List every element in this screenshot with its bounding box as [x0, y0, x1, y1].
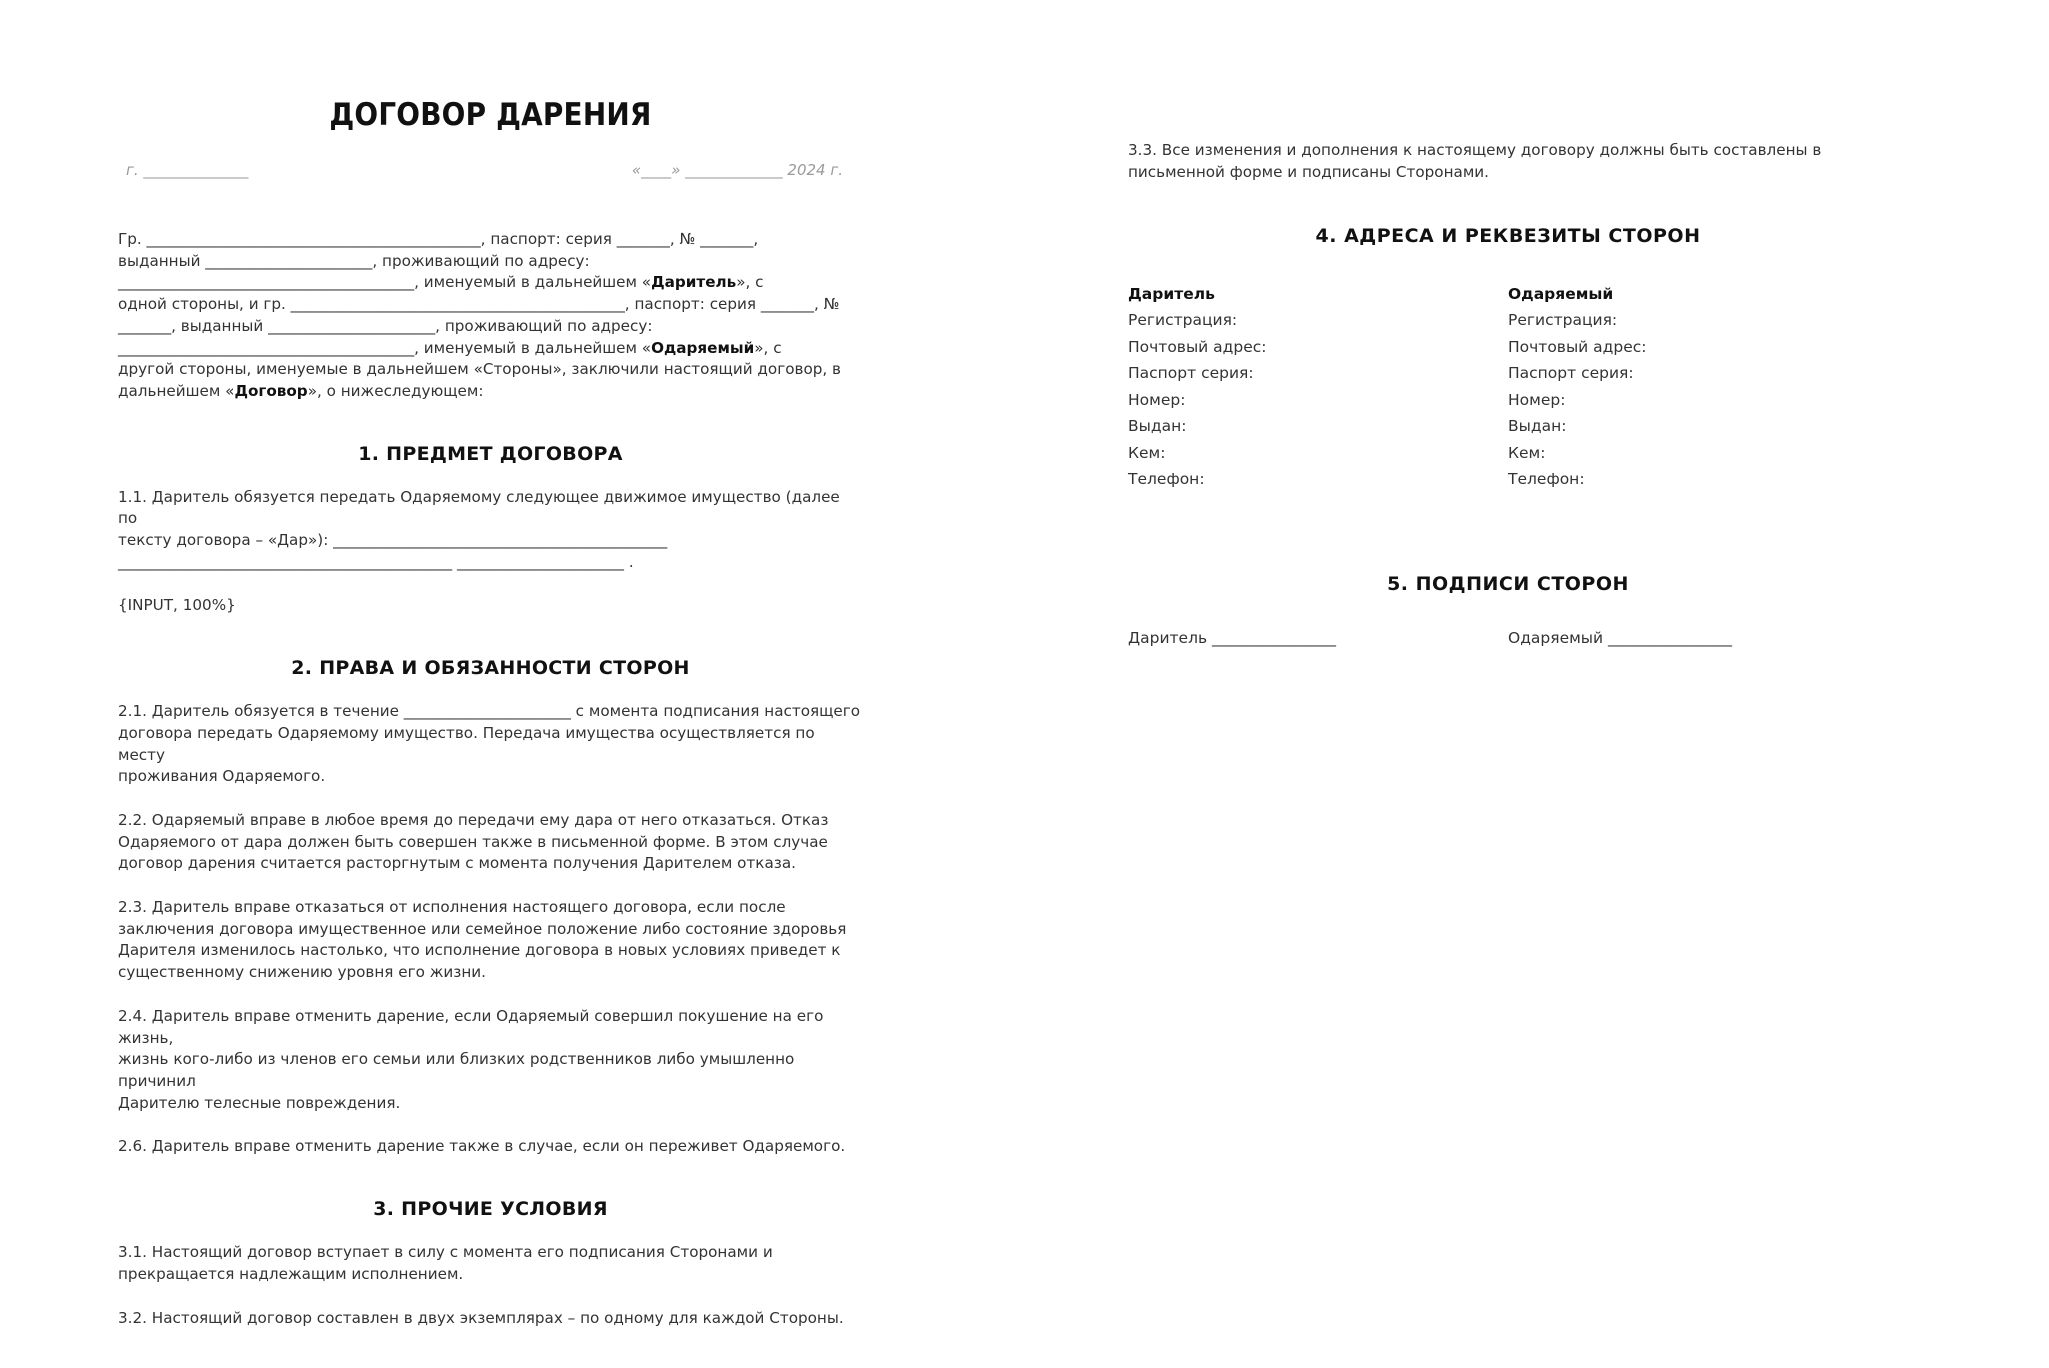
field-phone: Телефон: — [1128, 470, 1205, 489]
donor-term: Даритель — [651, 273, 737, 292]
donee-signature-line: Одаряемый ________________ — [1508, 628, 1733, 647]
page-left — [118, 70, 863, 1329]
intro-line — [118, 272, 863, 294]
intro-line: одной стороны, и гр. ____________________________________________, паспорт: серия _______, № — [118, 295, 840, 314]
field-registration: Регистрация: — [1128, 311, 1238, 330]
intro-paragraph — [118, 229, 863, 403]
field-issued-by: Кем: — [1508, 443, 1546, 462]
field-passport-series: Паспорт серия: — [1508, 364, 1634, 383]
contract-term: Договор — [234, 381, 308, 400]
field-postal-address: Почтовый адрес: — [1508, 337, 1647, 356]
field-number: Номер: — [1128, 390, 1186, 409]
section-title-other: 3. ПРОЧИЕ УСЛОВИЯ — [373, 1198, 608, 1221]
intro-line: _______, выданный ______________________, проживающий по адресу: — [118, 316, 653, 335]
section-title-signatures: 5. ПОДПИСИ СТОРОН — [1387, 572, 1629, 595]
clause-2-6: 2.6. Даритель вправе отменить дарение также в случае, если он переживет Одаряемого. — [118, 1137, 846, 1156]
donee-term: Одаряемый — [651, 338, 755, 357]
intro-line: выданный ______________________, проживающий по адресу: — [118, 251, 590, 270]
intro-line — [118, 381, 863, 403]
field-phone: Телефон: — [1508, 470, 1585, 489]
section-title-requisites: 4. АДРЕСА И РЕКВЕЗИТЫ СТОРОН — [1315, 225, 1701, 248]
text-span: », с — [754, 338, 782, 357]
clause-2-4: 2.4. Даритель вправе отменить дарение, если Одаряемый совершил покушение на его жизнь, жизнь кого-либо из членов его семьи или близких родственников либо умышленно причинил Дарителю телесные повреждения. — [118, 1006, 824, 1112]
donor-requisites — [1128, 281, 1508, 493]
text-span: », с — [736, 273, 764, 292]
intro-line: другой стороны, именуемые в дальнейшем «Стороны», заключили настоящий договор, в — [118, 360, 841, 379]
field-postal-address: Почтовый адрес: — [1128, 337, 1267, 356]
donor-signature-line: Даритель ________________ — [1128, 628, 1337, 647]
donor-heading: Даритель — [1128, 285, 1215, 304]
place-field: г. ______________ — [126, 161, 249, 179]
clause-2-2: 2.2. Одаряемый вправе в любое время до передачи ему дара от него отказаться. Отказ Одаряемого от дара должен быть совершен также в письменной форме. В этом случае договор дарения считается расторгнутым с момента получения Дарителем отказа. — [118, 810, 829, 873]
field-number: Номер: — [1508, 390, 1566, 409]
intro-line — [118, 338, 863, 360]
field-registration: Регистрация: — [1508, 311, 1618, 330]
input-placeholder: {INPUT, 100%} — [118, 596, 236, 615]
clause-2-1: 2.1. Даритель обязуется в течение ______________________ с момента подписания настоящего договора передать Одаряемому имущество. Передача имущества осуществляется по месту проживания Одаряемого. — [118, 702, 861, 786]
text-span: », о нижеследующем: — [307, 381, 484, 400]
field-issued-by: Кем: — [1128, 443, 1166, 462]
section-title-rights: 2. ПРАВА И ОБЯЗАННОСТИ СТОРОН — [291, 657, 690, 680]
field-issued: Выдан: — [1508, 417, 1567, 436]
donee-requisites — [1508, 281, 1888, 493]
place-date-line — [126, 161, 863, 179]
page-right — [1128, 70, 1888, 647]
section-title-subject: 1. ПРЕДМЕТ ДОГОВОРА — [358, 442, 623, 465]
requisites-table — [1128, 281, 1888, 493]
text-span: дальнейшем « — [118, 381, 235, 400]
clause-3-2: 3.2. Настоящий договор составлен в двух экземплярах – по одному для каждой Стороны. — [118, 1308, 844, 1327]
text-span: _______________________________________, именуемый в дальнейшем « — [118, 273, 652, 292]
field-issued: Выдан: — [1128, 417, 1187, 436]
clause-3-1: 3.1. Настоящий договор вступает в силу с момента его подписания Сторонами и прекращается надлежащим исполнением. — [118, 1243, 773, 1283]
text-span: _______________________________________, именуемый в дальнейшем « — [118, 338, 652, 357]
document-title: ДОГОВОР ДАРЕНИЯ — [329, 97, 652, 133]
date-field: «____» _____________ 2024 г. — [631, 161, 843, 179]
clause-3-3: 3.3. Все изменения и дополнения к настоящему договору должны быть составлены в письменной форме и подписаны Сторонами. — [1128, 141, 1822, 181]
field-passport-series: Паспорт серия: — [1128, 364, 1254, 383]
intro-line: Гр. ____________________________________________, паспорт: серия _______, № _______, — [118, 230, 759, 248]
clause-1-1: 1.1. Даритель обязуется передать Одаряемому следующее движимое имущество (далее по тексту договора – «Дар»): ____________________________________________ ____________________________________________ ______________________ . — [118, 487, 840, 571]
clause-2-3: 2.3. Даритель вправе отказаться от исполнения настоящего договора, если после заключения договора имущественное или семейное положение либо состояние здоровья Дарителя изменилось настолько, что исполнение договора в новых условиях приведет к существенному снижению уровня его жизни. — [118, 898, 847, 982]
donee-heading: Одаряемый — [1508, 285, 1614, 304]
signature-row — [1128, 629, 1888, 647]
